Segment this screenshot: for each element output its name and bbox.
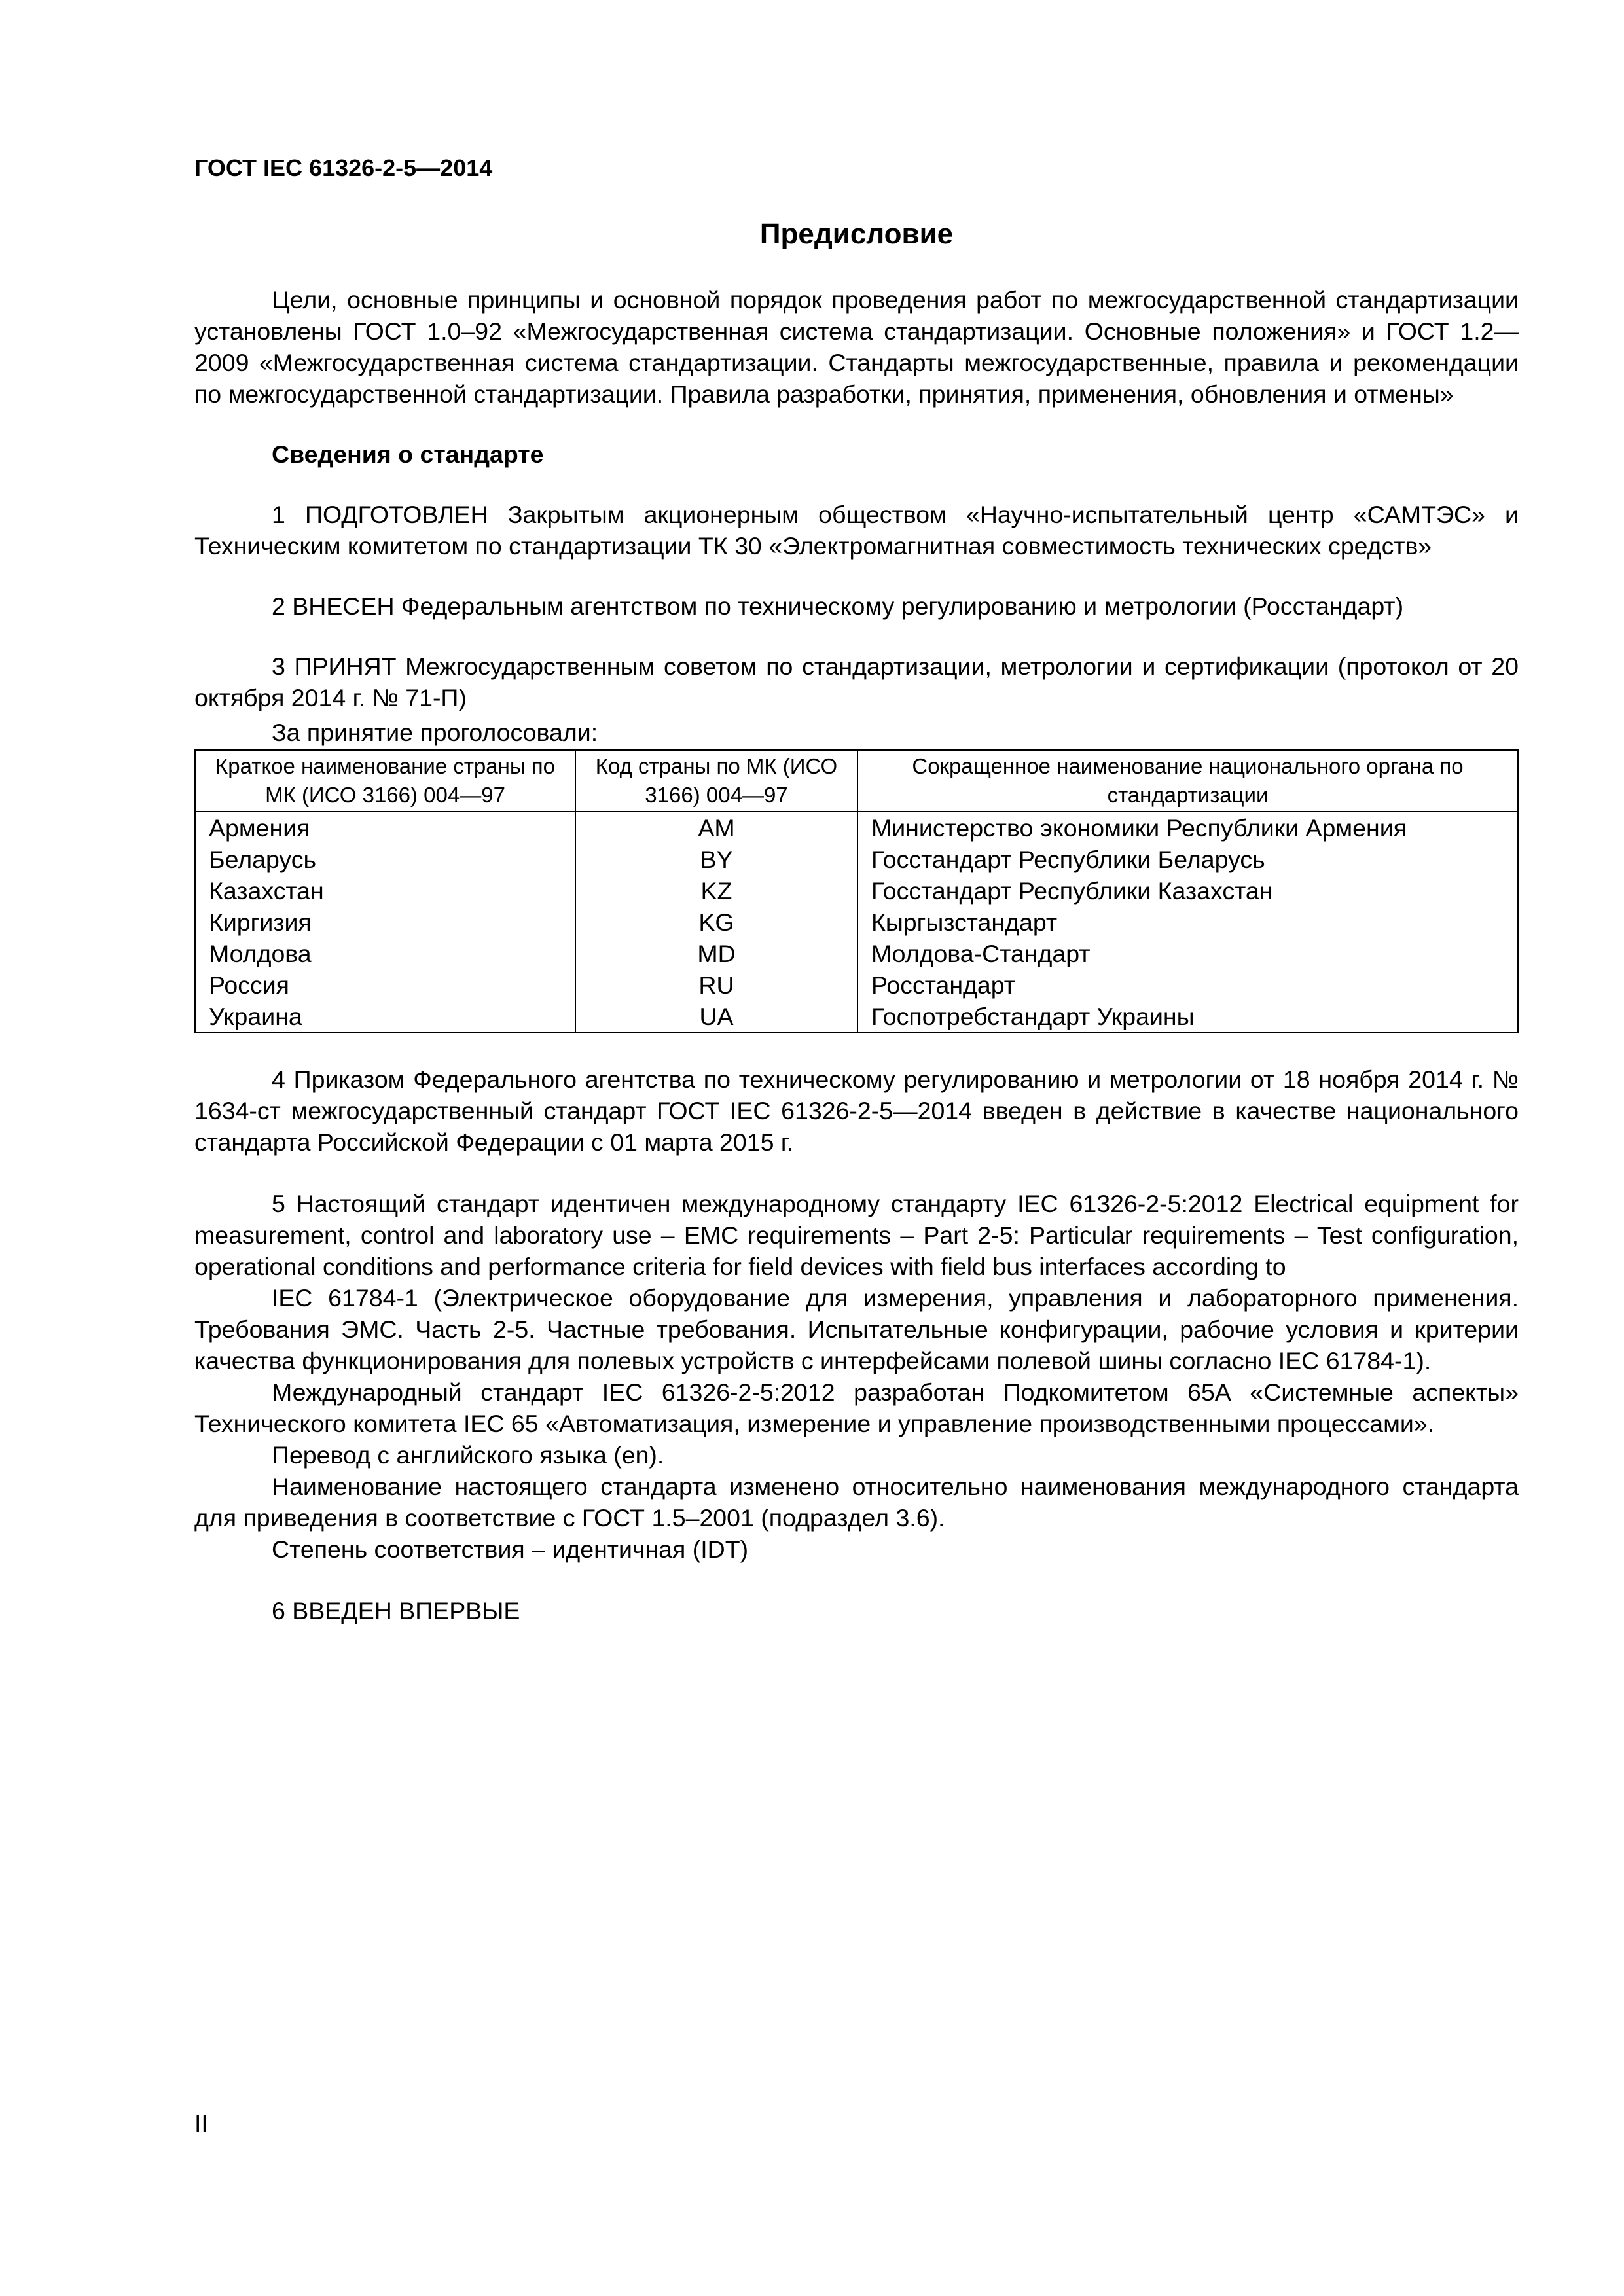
table-row (195, 812, 1518, 844)
item-5-degree: Степень соответствия – идентичная (IDT) (272, 1535, 749, 1563)
intro-paragraph: Цели, основные принципы и основной порядок проведения работ по межгосударственной стандартизации установлены ГОСТ 1.0–92 «Межгосударственная система стандартизации. Основные положения» и ГОСТ 1.2—2009 «Межгосударственная система стандартизации. Стандарты межгосударственные, правила и рекомендации по межгосударственной стандартизации. Правила разработки, принятия, применения, обновления и отмены» (194, 286, 1519, 408)
item-5-language: Перевод с английского языка (en). (272, 1441, 664, 1469)
table-row (195, 1001, 1518, 1033)
item-2-paragraph: 2 ВНЕСЕН Федеральным агентством по техническому регулированию и метрологии (Росстандарт) (272, 592, 1404, 620)
table-header-body: Сокращенное наименование национального органа по стандартизации (857, 750, 1518, 812)
table-cell-country: Молдова (195, 938, 575, 969)
document-header: ГОСТ IEC 61326-2-5—2014 (194, 154, 493, 181)
table-cell-code: KG (575, 906, 857, 938)
table-cell-country: Армения (195, 812, 575, 844)
voted-label: За принятие проголосовали: (272, 719, 598, 746)
table-row (195, 875, 1518, 906)
table-cell-country: Беларусь (195, 844, 575, 875)
table-cell-country: Казахстан (195, 875, 575, 906)
table-cell-code: RU (575, 969, 857, 1001)
table-cell-body: Молдова-Стандарт (857, 938, 1518, 969)
table-header-row (195, 750, 1518, 812)
table-cell-country: Украина (195, 1001, 575, 1033)
table-cell-code: AM (575, 812, 857, 844)
table-row (195, 938, 1518, 969)
table-cell-code: BY (575, 844, 857, 875)
table-cell-country: Россия (195, 969, 575, 1001)
voting-table (194, 749, 1519, 1033)
table-cell-country: Киргизия (195, 906, 575, 938)
table-row (195, 969, 1518, 1001)
table-header-country: Краткое наименование страны по МК (ИСО 3166) 004—97 (195, 750, 575, 812)
section-heading: Сведения о стандарте (272, 440, 544, 468)
table-cell-code: MD (575, 938, 857, 969)
document-body (194, 284, 1519, 1626)
item-6-paragraph: 6 ВВЕДЕН ВПЕРВЫЕ (272, 1597, 520, 1624)
item-5-paragraph: 5 Настоящий стандарт идентичен международному стандарту IEC 61326-2-5:2012 Electrical equipment for measurement, control and laboratory use – EMC requirements – Part 2-5: Particular requirements – Test configuration, operational conditions and performance criteria for field devices with field bus interfaces according to (194, 1190, 1519, 1280)
table-header-code: Код страны по МК (ИСО 3166) 004—97 (575, 750, 857, 812)
table-cell-body: Кыргызстандарт (857, 906, 1518, 938)
item-5-developer: Международный стандарт IEC 61326-2-5:2012 разработан Подкомитетом 65А «Системные аспекты» Технического комитета IEC 65 «Автоматизация, измерение и управление производственными процессами». (194, 1378, 1519, 1437)
table-cell-code: KZ (575, 875, 857, 906)
item-5-translation: IEC 61784-1 (Электрическое оборудование для измерения, управления и лабораторного применения. Требования ЭМС. Часть 2-5. Частные требования. Испытательные конфигурации, рабочие условия и критерии качества функционирования для полевых устройств с интерфейсами полевой шины согласно IEC 61784-1). (194, 1284, 1519, 1374)
table-cell-body: Госстандарт Республики Казахстан (857, 875, 1518, 906)
table-cell-body: Росстандарт (857, 969, 1518, 1001)
item-5-title-change: Наименование настоящего стандарта изменено относительно наименования международного стандарта для приведения в соответствие с ГОСТ 1.5–2001 (подраздел 3.6). (194, 1473, 1519, 1532)
item-1-paragraph: 1 ПОДГОТОВЛЕН Закрытым акционерным обществом «Научно-испытательный центр «САМТЭС» и Техническим комитетом по стандартизации ТК 30 «Электромагнитная совместимость технических средств» (194, 501, 1519, 560)
table-cell-body: Госпотребстандарт Украины (857, 1001, 1518, 1033)
table-row (195, 906, 1518, 938)
table-cell-body: Министерство экономики Республики Армения (857, 812, 1518, 844)
table-cell-code: UA (575, 1001, 857, 1033)
table-cell-body: Госстандарт Республики Беларусь (857, 844, 1518, 875)
table-row (195, 844, 1518, 875)
page-number: II (194, 2109, 208, 2137)
page-title: Предисловие (759, 218, 954, 250)
item-3-paragraph: 3 ПРИНЯТ Межгосударственным советом по стандартизации, метрологии и сертификации (протокол от 20 октября 2014 г. № 71-П) (194, 653, 1519, 711)
item-4-paragraph: 4 Приказом Федерального агентства по техническому регулированию и метрологии от 18 ноября 2014 г. № 1634-ст межгосударственный стандарт ГОСТ IEC 61326-2-5—2014 введен в действие в качестве национального стандарта Российской Федерации с 01 марта 2015 г. (194, 1066, 1519, 1156)
